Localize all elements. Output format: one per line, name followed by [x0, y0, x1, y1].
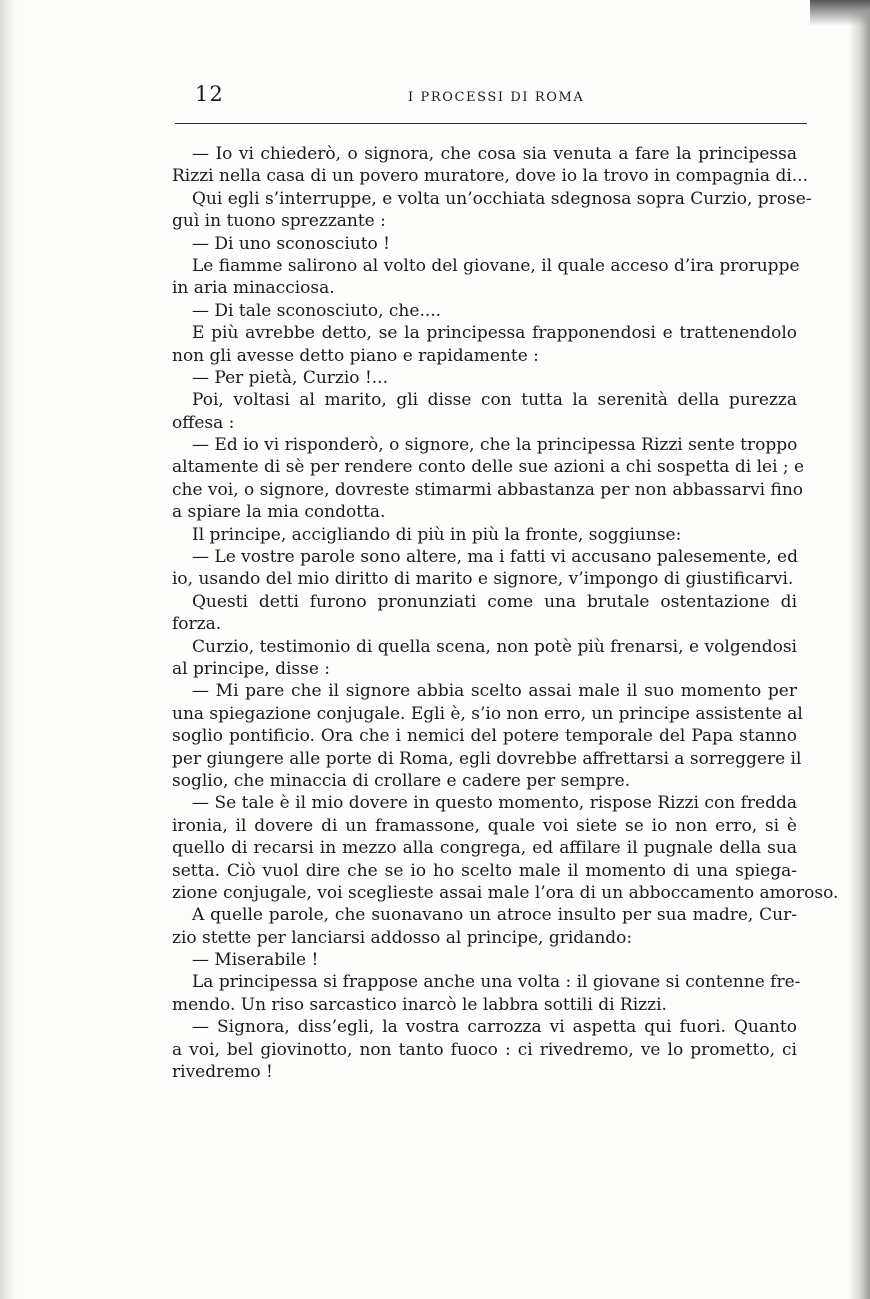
running-title: I PROCESSI DI ROMA [408, 90, 585, 105]
text-line: — Miserabile ! [192, 950, 319, 971]
page-edge-shadow [848, 0, 870, 1299]
text-line: zio stette per lanciarsi addosso al principe, gridando: [172, 927, 633, 948]
text-line: E più avrebbe detto, se la principessa frapponendosi e trattenendolo [192, 323, 797, 344]
text-line: — Io vi chiederò, o signora, che cosa sia venuta a fare la principessa [192, 144, 797, 164]
text-line: rivedremo ! [172, 1062, 273, 1083]
text-line: Qui egli s’interruppe, e volta un’occhiata sdegnosa sopra Curzio, prose- [192, 188, 812, 209]
text-line: Il principe, accigliando di più in più la fronte, soggiunse: [192, 524, 682, 545]
text-line: Rizzi nella casa di un povero muratore, dove io la trovo in compagnia di... [172, 166, 808, 187]
text-line: soglio pontificio. Ora che i nemici del potere temporale del Papa stanno [172, 726, 797, 747]
text-line: zione conjugale, voi sceglieste assai male l’ora di un abboccamento amoroso. [172, 882, 839, 903]
text-line: Curzio, testimonio di quella scena, non potè più frenarsi, e volgendosi [192, 636, 797, 657]
text-line: — Di uno sconosciuto ! [192, 233, 391, 254]
text-line: forza. [172, 614, 222, 635]
text-line: che voi, o signore, dovreste stimarmi abbastanza per non abbassarvi fino [172, 479, 804, 500]
text-line: offesa : [172, 412, 235, 433]
text-line: Le fiamme salirono al volto del giovane, il quale acceso d’ira proruppe [192, 255, 800, 276]
text-line: setta. Ciò vuol dire che se io ho scelto male il momento di una spiega- [172, 860, 797, 881]
page-gutter-shadow [0, 0, 18, 1299]
text-line: io, usando del mio diritto di marito e signore, v’impongo di giustificarvi. [172, 569, 794, 590]
text-line: ironia, il dovere di un framassone, quale voi siete se io non erro, si è [172, 815, 797, 836]
text-line: Poi, voltasi al marito, gli disse con tutta la serenità della purezza [192, 390, 797, 411]
text-line: — Per pietà, Curzio !... [192, 367, 388, 388]
text-line: una spiegazione conjugale. Egli è, s’io non erro, un principe assistente al [172, 703, 803, 724]
text-line: A quelle parole, che suonavano un atroce insulto per sua madre, Cur- [192, 905, 797, 926]
text-line: non gli avesse detto piano e rapidamente : [172, 345, 539, 366]
text-line: a spiare la mia condotta. [172, 502, 386, 523]
text-line: altamente di sè per rendere conto delle sue azioni a chi sospetta di lei ; e [172, 457, 805, 478]
text-line: in aria minacciosa. [172, 278, 335, 299]
text-line: soglio, che minaccia di crollare e cadere per sempre. [172, 770, 631, 791]
body-text [172, 143, 839, 1083]
text-line: mendo. Un riso sarcastico inarcò le labbra sottili di Rizzi. [172, 994, 667, 1015]
text-line: La principessa si frappose anche una volta : il giovane si contenne fre- [192, 972, 801, 993]
text-line: — Le vostre parole sono altere, ma i fatti vi accusano palesemente, ed [192, 547, 798, 568]
text-line: — Signora, diss’egli, la vostra carrozza vi aspetta qui fuori. Quanto [192, 1017, 797, 1038]
text-line: quello di recarsi in mezzo alla congrega, ed affilare il pugnale della sua [172, 838, 797, 859]
text-line: — Ed io vi risponderò, o signore, che la principessa Rizzi sente troppo [192, 435, 798, 456]
scan-corner-shadow [810, 0, 870, 26]
text-line: per giungere alle porte di Roma, egli dovrebbe affrettarsi a sorreggere il [172, 748, 802, 769]
text-line: — Di tale sconosciuto, che.... [192, 300, 442, 321]
header-rule [175, 123, 807, 124]
text-line: guì in tuono sprezzante : [172, 211, 386, 232]
text-line: — Mi pare che il signore abbia scelto assai male il suo momento per [192, 681, 797, 702]
text-line: — Se tale è il mio dovere in questo momento, rispose Rizzi con fredda [192, 793, 797, 814]
text-line: Questi detti furono pronunziati come una brutale ostentazione di [192, 591, 797, 612]
text-line: al principe, disse : [172, 658, 331, 679]
text-line: a voi, bel giovinotto, non tanto fuoco : ci rivedremo, ve lo prometto, ci [172, 1039, 797, 1060]
page-header [195, 82, 807, 112]
page-number: 12 [195, 82, 224, 106]
